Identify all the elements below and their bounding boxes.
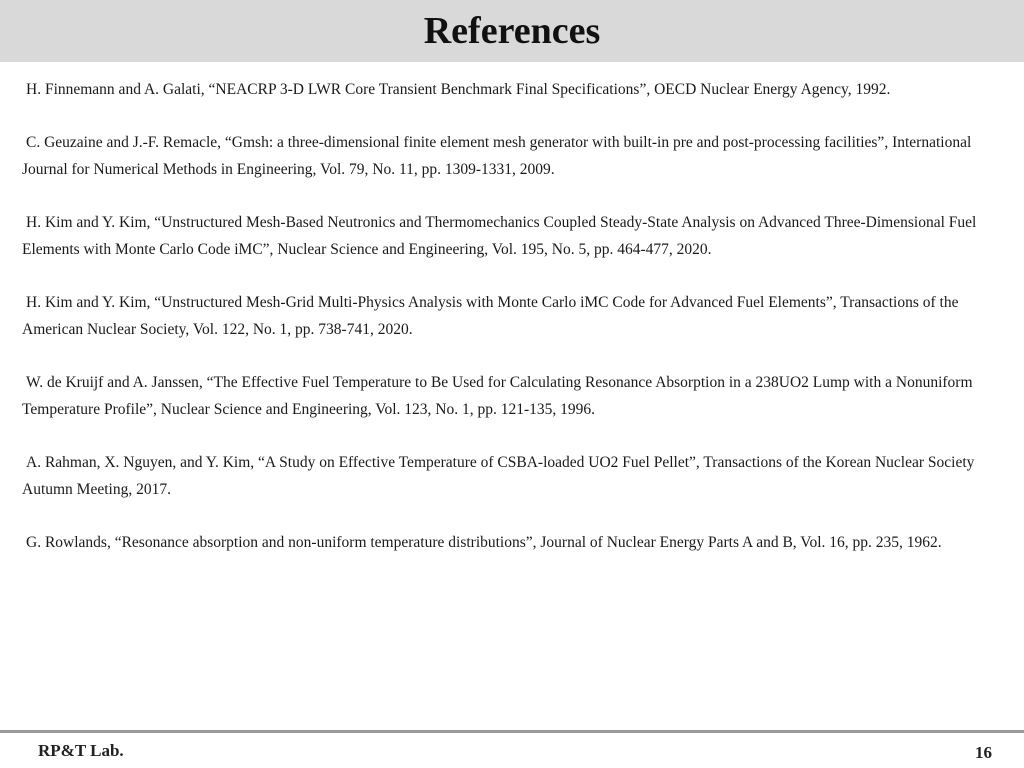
reference-item: H. Kim and Y. Kim, “Unstructured Mesh-Grid Multi-Physics Analysis with Monte Carlo iMC Code for Advanced Fuel Elements”, Transactions of the American Nuclear Society, Vol. 122, No. 1, pp. 738-741, 2020. [22, 294, 959, 338]
reference-item: C. Geuzaine and J.-F. Remacle, “Gmsh: a three-dimensional finite element mesh generator with built-in pre and post-processing facilities”, International Journal for Numerical Methods in Engineering, Vol. 79, No. 11, pp. 1309-1331, 2009. [22, 134, 972, 178]
reference-item: H. Kim and Y. Kim, “Unstructured Mesh-Based Neutronics and Thermomechanics Coupled Steady-State Analysis on Advanced Three-Dimensional Fuel Elements with Monte Carlo Code iMC”, Nuclear Science and Engineering, Vol. 195, No. 5, pp. 464-477, 2020. [22, 214, 977, 258]
footer-lab-name: RP&T Lab. [38, 741, 124, 760]
page-number: 16 [975, 743, 992, 762]
title-bar [0, 0, 1024, 62]
slide-title: References [423, 10, 601, 52]
reference-item: W. de Kruijf and A. Janssen, “The Effective Fuel Temperature to Be Used for Calculating Resonance Absorption in a 238UO2 Lump with a Nonuniform Temperature Profile”, Nuclear Science and Engineering, Vol. 123, No. 1, pp. 121-135, 1996. [22, 374, 973, 418]
reference-item: A. Rahman, X. Nguyen, and Y. Kim, “A Study on Effective Temperature of CSBA-loaded UO2 Fuel Pellet”, Transactions of the Korean Nuclear Society Autumn Meeting, 2017. [22, 454, 975, 498]
footer-divider [0, 730, 1024, 733]
reference-item: G. Rowlands, “Resonance absorption and non-uniform temperature distributions”, Journal of Nuclear Energy Parts A and B, Vol. 16, pp. 235, 1962. [26, 534, 942, 551]
reference-item: H. Finnemann and A. Galati, “NEACRP 3-D LWR Core Transient Benchmark Final Specifications”, OECD Nuclear Energy Agency, 1992. [26, 81, 891, 98]
reference-list [22, 76, 1002, 582]
